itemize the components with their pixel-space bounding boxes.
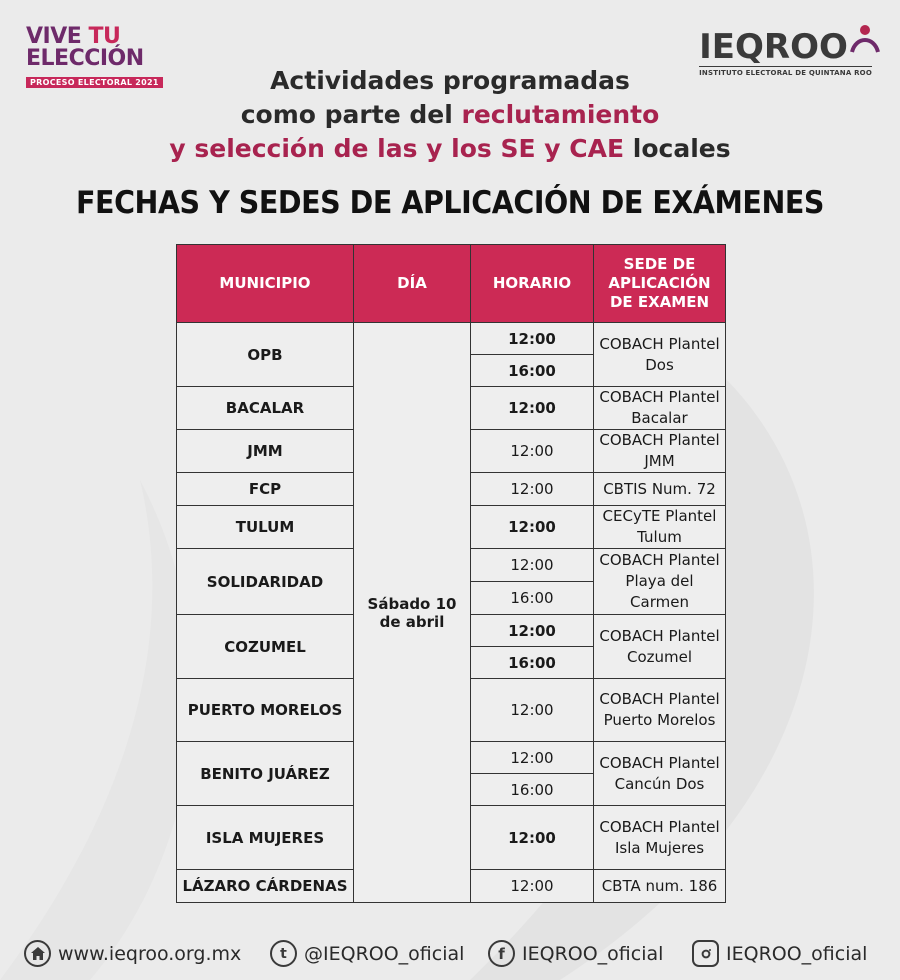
table-row [177, 323, 726, 355]
ieqroo-mark-icon [848, 22, 882, 56]
sede-cell: COBACH Plantel Cancún Dos [594, 742, 726, 806]
facebook-handle: IEQROO_oficial [522, 942, 664, 965]
instagram-handle: IEQROO_oficial [726, 942, 868, 965]
twitter-link[interactable] [270, 940, 464, 967]
twitter-handle: @IEQROO_oficial [304, 942, 465, 965]
sede-cell: COBACH Plantel Dos [594, 323, 726, 387]
municipio-cell: FCP [177, 473, 354, 506]
horario-cell: 12:00 [471, 430, 594, 473]
municipio-cell: LÁZARO CÁRDENAS [177, 870, 354, 903]
horario-cell: 16:00 [471, 582, 594, 615]
municipio-cell: ISLA MUJERES [177, 806, 354, 870]
website-text: www.ieqroo.org.mx [58, 942, 242, 965]
home-icon [24, 940, 51, 967]
twitter-icon: t [270, 940, 297, 967]
footer-social [0, 934, 900, 974]
sede-cell: COBACH Plantel Puerto Morelos [594, 679, 726, 742]
sede-cell: CBTIS Num. 72 [594, 473, 726, 506]
header-dia: DÍA [354, 245, 471, 323]
horario-cell: 12:00 [471, 323, 594, 355]
sede-cell: COBACH Plantel JMM [594, 430, 726, 473]
sede-cell: COBACH Plantel Cozumel [594, 615, 726, 679]
municipio-cell: JMM [177, 430, 354, 473]
municipio-cell: PUERTO MORELOS [177, 679, 354, 742]
horario-cell: 12:00 [471, 870, 594, 903]
horario-cell: 12:00 [471, 742, 594, 774]
sede-cell: COBACH Plantel Playa del Carmen [594, 549, 726, 615]
instagram-icon [692, 940, 719, 967]
day-cell: Sábado 10 de abril [354, 323, 471, 903]
sede-cell: CBTA num. 186 [594, 870, 726, 903]
municipio-cell: BENITO JUÁREZ [177, 742, 354, 806]
municipio-cell: BACALAR [177, 387, 354, 430]
municipio-cell: COZUMEL [177, 615, 354, 679]
horario-cell: 12:00 [471, 549, 594, 582]
horario-cell: 16:00 [471, 774, 594, 806]
municipio-cell: TULUM [177, 506, 354, 549]
vive-tu-eleccion-logo: VIVE TU ELECCIÓN PROCESO ELECTORAL 2021 [26, 26, 176, 89]
horario-cell: 12:00 [471, 473, 594, 506]
horario-cell: 12:00 [471, 806, 594, 870]
horario-cell: 12:00 [471, 387, 594, 430]
horario-cell: 12:00 [471, 615, 594, 647]
header-horario: HORARIO [471, 245, 594, 323]
horario-cell: 16:00 [471, 647, 594, 679]
horario-cell: 12:00 [471, 679, 594, 742]
exam-schedule-table [176, 244, 726, 903]
sede-cell: COBACH Plantel Bacalar [594, 387, 726, 430]
page-title: FECHAS Y SEDES DE APLICACIÓN DE EXÁMENES [76, 185, 824, 221]
municipio-cell: OPB [177, 323, 354, 387]
municipio-cell: SOLIDARIDAD [177, 549, 354, 615]
horario-cell: 16:00 [471, 355, 594, 387]
facebook-link[interactable] [488, 940, 663, 967]
sede-cell: CECyTE Plantel Tulum [594, 506, 726, 549]
website-link[interactable] [24, 940, 241, 967]
facebook-icon: f [488, 940, 515, 967]
intro-text: Actividades programadas como parte del reclutamiento y selección de las y los SE y CAE locales [169, 66, 731, 163]
horario-cell: 12:00 [471, 506, 594, 549]
header-sede: SEDE DE APLICACIÓN DE EXAMEN [594, 245, 726, 323]
instagram-link[interactable] [692, 940, 867, 967]
table-header-row [177, 245, 726, 323]
ieqroo-logo: IEQROO INSTITUTO ELECTORAL DE QUINTANA ROO [699, 28, 872, 77]
sede-cell: COBACH Plantel Isla Mujeres [594, 806, 726, 870]
header-municipio: MUNICIPIO [177, 245, 354, 323]
